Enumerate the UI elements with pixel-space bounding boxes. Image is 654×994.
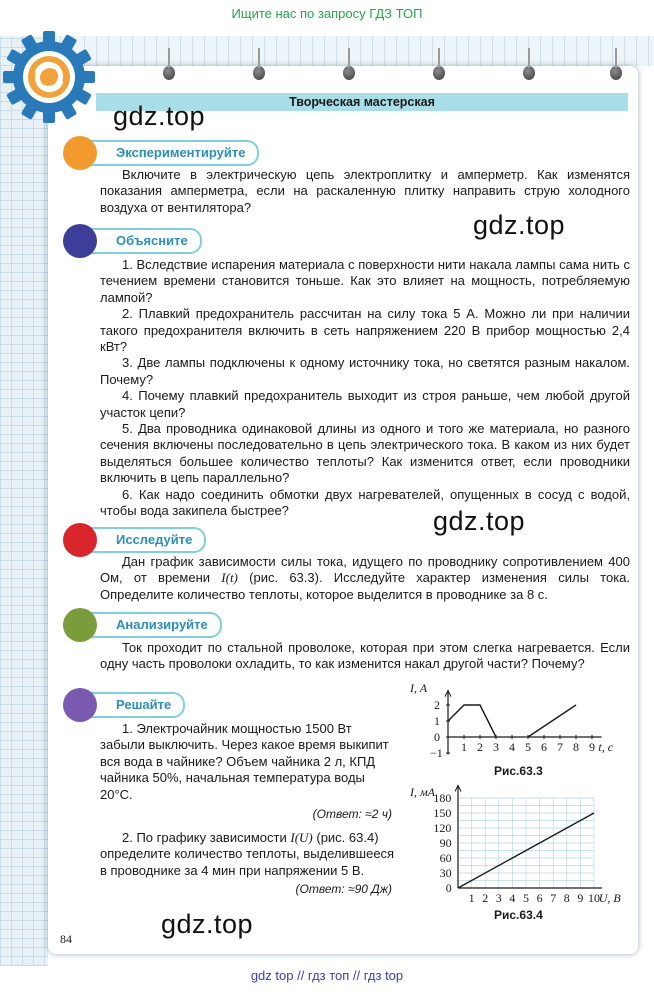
x-tick-label: 8 bbox=[563, 891, 570, 905]
experiment-circle-icon bbox=[63, 136, 97, 170]
y-tick-label: 60 bbox=[439, 851, 452, 865]
x-tick-label: 2 bbox=[477, 740, 483, 754]
solve-task-2-paragraph bbox=[100, 830, 400, 879]
x-axis-label: t, c bbox=[598, 740, 614, 754]
watermark: gdz.top bbox=[473, 210, 566, 240]
watermark: gdz.top bbox=[113, 101, 206, 131]
page-number: 84 bbox=[60, 932, 72, 946]
x-tick-label: 1 bbox=[468, 891, 475, 905]
explain-item: 4. Почему плавкий предохранитель выходит из строя раньше, чем любой другой участок цепи? bbox=[100, 388, 630, 420]
y-tick-label: 2 bbox=[434, 698, 440, 712]
solve-task-2-before: 2. По графику зависимости bbox=[122, 830, 291, 845]
solve-answer-2: (Ответ: ≈90 Дж) bbox=[295, 882, 392, 896]
x-tick-label: 3 bbox=[495, 891, 502, 905]
background-blueprint-left bbox=[0, 36, 48, 966]
chart-fig-63-4 bbox=[404, 782, 630, 910]
section-label-research: Исследуйте bbox=[80, 527, 206, 553]
explain-item: 2. Плавкий предохранитель рассчитан на силу тока 5 А. Можно ли при наличии такого предохранителя включить в сеть напряжением 220 В прибор мощностью 2,4 кВт? bbox=[100, 306, 630, 355]
experiment-paragraph: Включите в электрическую цепь электроплитку и амперметр. Как изменятся показания амперметра, если на раскаленную плитку направить струю холодного воздуха от вентилятора? bbox=[100, 167, 630, 215]
formula-i-u: I(U) bbox=[290, 830, 313, 845]
x-axis-label: U, B bbox=[598, 891, 621, 905]
y-tick-label: 90 bbox=[439, 836, 452, 850]
explain-item: 3. Две лампы подключены к одному источнику тока, но светятся разным накалом. Почему? bbox=[100, 355, 630, 387]
y-tick-label: 150 bbox=[433, 806, 452, 820]
x-tick-label: 6 bbox=[541, 740, 547, 754]
x-tick-label: 4 bbox=[509, 740, 515, 754]
binder-ring-icon bbox=[610, 66, 622, 80]
explain-item: 1. Вследствие испарения материала с поверхности нити накала лампы сама нить с течением времени становится тоньше. Как это влияет на мощность, потребляемую лампой? bbox=[100, 257, 630, 305]
gear-logo-icon bbox=[2, 30, 96, 124]
binder-ring-icon bbox=[343, 66, 355, 80]
top-banner: Ищите нас по запросу ГДЗ ТОП bbox=[231, 6, 423, 21]
x-tick-label: 7 bbox=[550, 891, 557, 905]
solve-task-2-after: (рис. 63.4) определите количество теплоты, выделившееся в проводнике за 4 мин при напряжении 5 В. bbox=[100, 830, 395, 878]
x-tick-label: 8 bbox=[573, 740, 579, 754]
explain-list bbox=[100, 257, 630, 520]
x-tick-label: 4 bbox=[509, 891, 516, 905]
formula-i-t: I(t) bbox=[221, 570, 238, 586]
y-tick-label: 180 bbox=[433, 791, 452, 805]
solve-circle-icon bbox=[63, 688, 97, 722]
x-tick-label: 9 bbox=[577, 891, 584, 905]
y-axis-label: I, мА bbox=[410, 785, 435, 799]
explain-item: 6. Как надо соединить обмотки двух нагревателей, опущенных в сосуд с водой, чтобы вода закипела быстрее? bbox=[100, 486, 630, 519]
y-tick-label: 30 bbox=[439, 866, 452, 880]
section-label-analyze: Анализируйте bbox=[80, 612, 222, 638]
bottom-banner: gdz top // гдз топ // гдз top bbox=[250, 968, 404, 983]
watermark: gdz.top bbox=[161, 909, 254, 939]
binder-ring-icon bbox=[433, 66, 445, 80]
y-tick-label: 1 bbox=[434, 714, 440, 728]
research-text bbox=[100, 554, 630, 603]
research-text-after: (рис. 63.3). Исследуйте характер изменения силы тока. Определите количество теплоты, которое выделится в проводнике за 8 с. bbox=[100, 570, 631, 602]
series-line bbox=[448, 705, 496, 737]
x-tick-label: 10 bbox=[588, 891, 600, 905]
analyze-text bbox=[100, 640, 630, 673]
background-blueprint-top bbox=[48, 36, 654, 66]
binder-ring-icon bbox=[523, 66, 535, 80]
research-text-before: Дан график зависимости силы тока, идущего по проводнику сопротивлением 400 Ом, от времени bbox=[100, 554, 630, 586]
solve-task-1 bbox=[100, 721, 392, 803]
solve-answer-1: (Ответ: ≈2 ч) bbox=[312, 807, 392, 821]
chart-fig-63-3 bbox=[404, 680, 630, 760]
explain-item: 5. Два проводника одинаковой длины из одного и того же материала, но разного сечения включены последовательно в цепь электрического тока. В каком из них будет выделяться большее количество теплоты? Как изменится ответ, если проводники включить в цепь параллельно? bbox=[100, 421, 630, 486]
solve-task-2 bbox=[100, 830, 400, 879]
figure-caption-63-3: Рис.63.3 bbox=[494, 764, 543, 778]
section-label-experiment: Экспериментируйте bbox=[80, 140, 259, 166]
research-circle-icon bbox=[63, 523, 97, 557]
section-label-solve: Решайте bbox=[80, 692, 185, 718]
x-tick-label: 6 bbox=[536, 891, 543, 905]
y-tick-label: 0 bbox=[445, 881, 452, 895]
x-tick-label: 9 bbox=[589, 740, 595, 754]
x-tick-label: 1 bbox=[461, 740, 467, 754]
x-tick-label: 2 bbox=[482, 891, 489, 905]
series-line bbox=[528, 705, 576, 737]
figure-caption-63-4: Рис.63.4 bbox=[494, 908, 543, 922]
binder-ring-icon bbox=[163, 66, 175, 80]
y-tick-label: −1 bbox=[430, 746, 443, 760]
x-tick-label: 7 bbox=[557, 740, 563, 754]
y-tick-label: 0 bbox=[434, 730, 440, 744]
analyze-circle-icon bbox=[63, 608, 97, 642]
x-tick-label: 3 bbox=[493, 740, 499, 754]
y-axis-label: I, A bbox=[410, 681, 428, 695]
y-tick-label: 120 bbox=[433, 821, 452, 835]
x-tick-label: 5 bbox=[525, 740, 531, 754]
analyze-paragraph: Ток проходит по стальной проволоке, которая при этом слегка нагревается. Если одну часть проволоки охладить, то как изменится накал другой части? Почему? bbox=[100, 640, 630, 672]
experiment-text bbox=[100, 167, 630, 216]
binder-ring-icon bbox=[253, 66, 265, 80]
x-tick-label: 5 bbox=[523, 891, 529, 905]
section-label-explain: Объясните bbox=[80, 228, 202, 254]
section-header: Творческая мастерская bbox=[96, 93, 628, 111]
research-paragraph bbox=[100, 554, 630, 603]
explain-circle-icon bbox=[63, 224, 97, 258]
solve-task-1-text: 1. Электрочайник мощностью 1500 Вт забыли выключить. Через какое время выкипит вся вода в чайнике? Объем чайника 2 л, КПД чайника 50%, начальная температура воды 20°С. bbox=[100, 721, 389, 802]
watermark: gdz.top bbox=[433, 506, 526, 536]
